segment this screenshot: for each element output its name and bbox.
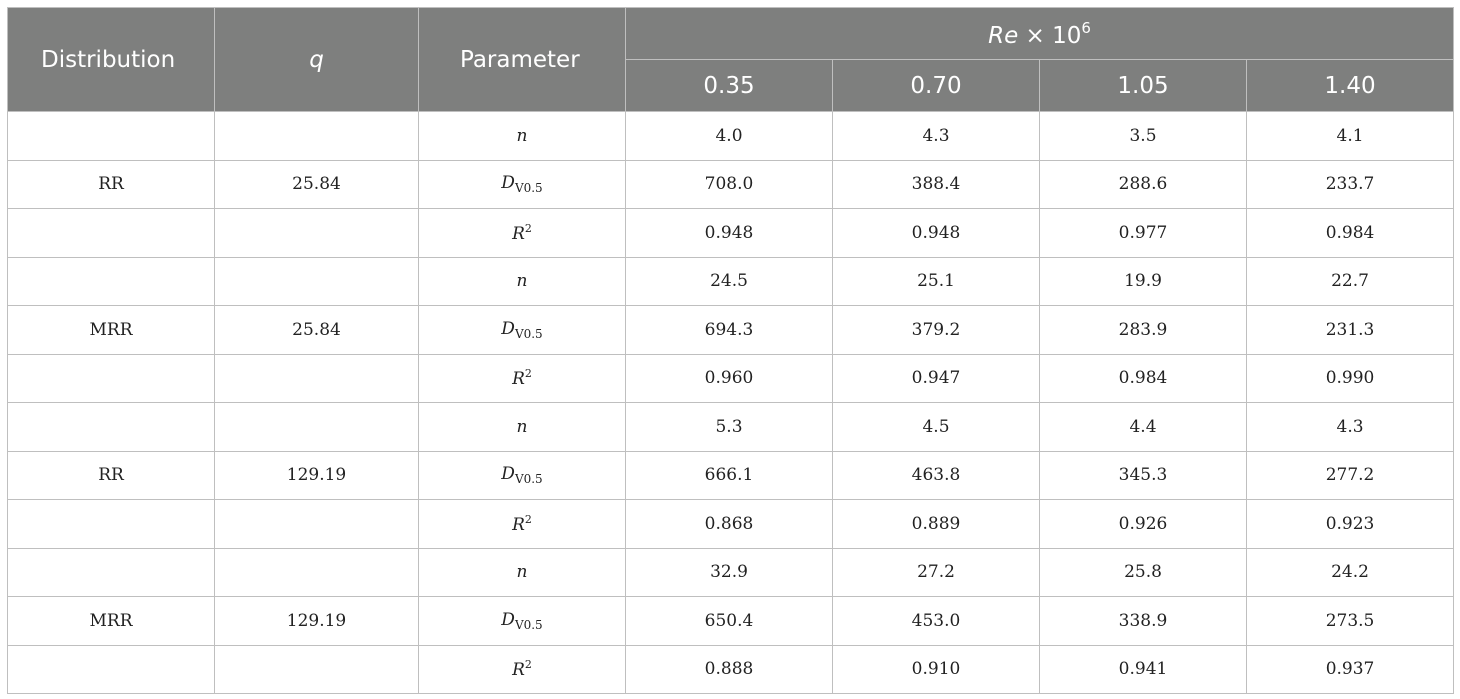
parameter-symbol: R [512,514,525,535]
value-cell: 27.2 [833,548,1040,597]
table-row [8,500,1454,549]
value-cell: 0.888 [626,645,833,694]
value-cell: 0.923 [1247,500,1454,549]
parameter-superscript: 2 [524,658,532,672]
parameter-symbol: D [501,464,515,485]
value-cell: 666.1 [626,451,833,500]
parameter-cell [419,597,626,646]
q-cell: 129.19 [215,451,419,500]
parameter-subscript: V0.5 [514,617,543,632]
table-row [8,160,1454,209]
value-cell: 277.2 [1247,451,1454,500]
distribution-cell: RR [8,160,215,209]
value-cell: 4.1 [1247,112,1454,161]
header-re-value: 0.35 [626,60,833,112]
table-row [8,451,1454,500]
value-cell: 19.9 [1040,257,1247,306]
value-cell: 0.948 [626,209,833,258]
parameter-superscript: 2 [524,367,532,381]
q-cell [215,257,419,306]
header-re-exponent: 6 [1081,18,1091,37]
q-cell [215,112,419,161]
value-cell: 4.3 [833,112,1040,161]
parameter-cell [419,306,626,355]
distribution-cell [8,548,215,597]
value-cell: 0.984 [1040,354,1247,403]
table-row [8,112,1454,161]
header-re-label: Re [988,22,1019,49]
distribution-cell [8,645,215,694]
parameter-subscript: V0.5 [514,472,543,487]
value-cell: 22.7 [1247,257,1454,306]
value-cell: 273.5 [1247,597,1454,646]
table-row [8,306,1454,355]
parameter-symbol: D [501,318,515,339]
parameter-subscript: V0.5 [514,326,543,341]
parameter-cell [419,257,626,306]
parameter-cell [419,500,626,549]
value-cell: 0.977 [1040,209,1247,258]
parameter-symbol: D [501,609,515,630]
value-cell: 453.0 [833,597,1040,646]
value-cell: 32.9 [626,548,833,597]
value-cell: 25.8 [1040,548,1247,597]
table-row [8,354,1454,403]
header-q: q [215,8,419,112]
parameter-symbol: n [516,125,528,146]
distribution-cell [8,209,215,258]
header-re-times: × 10 [1018,22,1082,49]
parameter-cell [419,160,626,209]
header-re-value: 0.70 [833,60,1040,112]
parameter-symbol: n [516,271,528,292]
parameter-symbol: n [516,416,528,437]
parameter-cell [419,548,626,597]
distribution-cell [8,500,215,549]
value-cell: 4.4 [1040,403,1247,452]
value-cell: 24.5 [626,257,833,306]
value-cell: 345.3 [1040,451,1247,500]
q-cell [215,500,419,549]
table-row [8,403,1454,452]
parameter-cell [419,354,626,403]
value-cell: 0.941 [1040,645,1247,694]
distribution-cell [8,257,215,306]
parameter-symbol: D [501,173,515,194]
table-row [8,257,1454,306]
value-cell: 0.937 [1247,645,1454,694]
table-row [8,645,1454,694]
value-cell: 338.9 [1040,597,1247,646]
value-cell: 231.3 [1247,306,1454,355]
value-cell: 708.0 [626,160,833,209]
table-row [8,548,1454,597]
value-cell: 379.2 [833,306,1040,355]
value-cell: 25.1 [833,257,1040,306]
q-cell [215,209,419,258]
value-cell: 24.2 [1247,548,1454,597]
distribution-cell: RR [8,451,215,500]
value-cell: 388.4 [833,160,1040,209]
value-cell: 0.926 [1040,500,1247,549]
value-cell: 4.5 [833,403,1040,452]
value-cell: 0.990 [1247,354,1454,403]
distribution-cell [8,354,215,403]
distribution-cell [8,112,215,161]
table-body [8,112,1454,694]
parameter-subscript: V0.5 [514,181,543,196]
value-cell: 650.4 [626,597,833,646]
value-cell: 288.6 [1040,160,1247,209]
value-cell: 3.5 [1040,112,1247,161]
parameter-symbol: R [512,223,525,244]
header-parameter: Parameter [419,8,626,112]
q-cell [215,354,419,403]
q-cell: 129.19 [215,597,419,646]
value-cell: 0.868 [626,500,833,549]
data-table-container [7,7,1454,694]
parameter-cell [419,645,626,694]
value-cell: 4.3 [1247,403,1454,452]
value-cell: 463.8 [833,451,1040,500]
value-cell: 4.0 [626,112,833,161]
q-cell [215,403,419,452]
distribution-cell [8,403,215,452]
q-cell: 25.84 [215,160,419,209]
results-table [7,7,1454,694]
q-cell: 25.84 [215,306,419,355]
parameter-cell [419,403,626,452]
parameter-symbol: R [512,369,525,390]
header-re-value: 1.40 [1247,60,1454,112]
parameter-cell [419,209,626,258]
q-cell [215,645,419,694]
parameter-superscript: 2 [524,512,532,526]
q-cell [215,548,419,597]
distribution-cell: MRR [8,306,215,355]
distribution-cell: MRR [8,597,215,646]
table-row [8,209,1454,258]
value-cell: 0.960 [626,354,833,403]
table-header [8,8,1454,112]
parameter-cell [419,112,626,161]
value-cell: 0.947 [833,354,1040,403]
table-row [8,597,1454,646]
header-reynolds [626,8,1454,60]
value-cell: 694.3 [626,306,833,355]
value-cell: 0.910 [833,645,1040,694]
value-cell: 0.889 [833,500,1040,549]
value-cell: 0.948 [833,209,1040,258]
header-distribution: Distribution [8,8,215,112]
parameter-cell [419,451,626,500]
value-cell: 0.984 [1247,209,1454,258]
value-cell: 233.7 [1247,160,1454,209]
parameter-symbol: n [516,562,528,583]
header-re-value: 1.05 [1040,60,1247,112]
parameter-symbol: R [512,660,525,681]
value-cell: 5.3 [626,403,833,452]
parameter-superscript: 2 [524,221,532,235]
value-cell: 283.9 [1040,306,1247,355]
